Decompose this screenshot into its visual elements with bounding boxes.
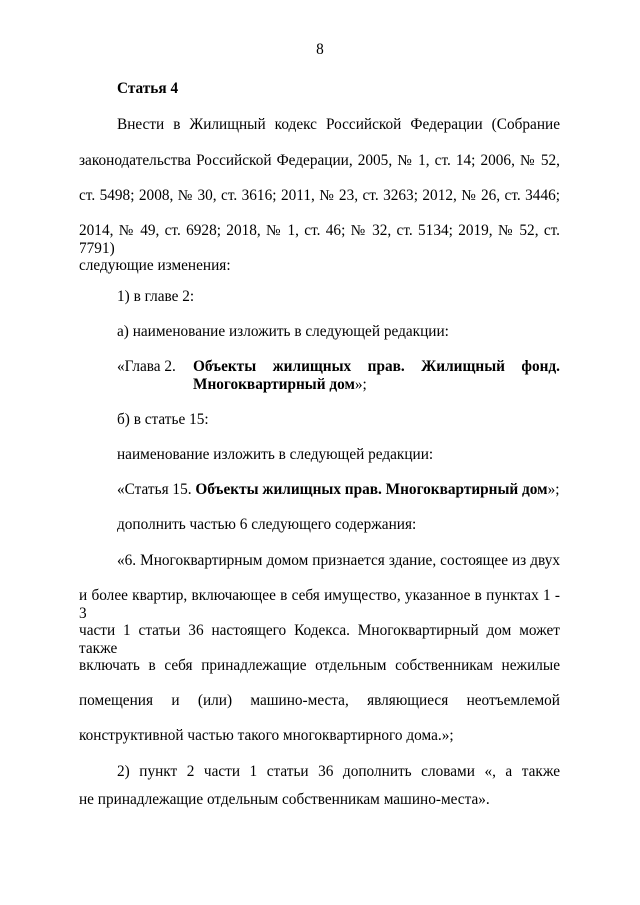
part6-line-4: включать в себя принадлежащие отдельным собственникам нежилые xyxy=(79,657,560,674)
page-number: 8 xyxy=(316,41,324,58)
intro-line-5: следующие изменения: xyxy=(79,257,231,274)
item-1a: а) наименование изложить в следующей редакции: xyxy=(117,323,449,340)
part6-line-5: помещения и (или) машино-места, являющиеся неотъемлемой xyxy=(79,692,560,709)
part6-line-3: части 1 статьи 36 настоящего Кодекса. Многоквартирный дом может также xyxy=(79,622,560,657)
item-1b-text: наименование изложить в следующей редакции: xyxy=(117,446,434,463)
chapter-closing: »; xyxy=(354,376,367,393)
intro-line-2: законодательства Российской Федерации, 2005, № 1, ст. 14; 2006, № 52, xyxy=(79,152,560,169)
chapter-title-row-1: Объекты жилищных прав. Жилищный фонд. xyxy=(193,358,560,375)
article-15-prefix: «Статья 15. xyxy=(117,481,196,498)
part6-line-6: конструктивной частью такого многоквартирного дома.»; xyxy=(79,727,454,744)
part6-line-2: и более квартир, включающее в себя имущество, указанное в пунктах 1 - 3 xyxy=(79,587,560,622)
part6-line-1: «6. Многоквартирным домом признается здание, состоящее из двух xyxy=(117,552,560,569)
intro-line-4: 2014, № 49, ст. 6928; 2018, № 1, ст. 46; № 32, ст. 5134; 2019, № 52, ст. 7791) xyxy=(79,222,560,257)
item-1b: б) в статье 15: xyxy=(117,411,209,428)
article-15-line xyxy=(117,481,559,499)
item-2-line-2: не принадлежащие отдельным собственникам машино-места». xyxy=(79,791,490,808)
supplement-line: дополнить частью 6 следующего содержания: xyxy=(117,516,417,533)
intro-line-3: ст. 5498; 2008, № 30, ст. 3616; 2011, № 23, ст. 3263; 2012, № 26, ст. 3446; xyxy=(79,187,560,204)
chapter-title-row-2-text: Многоквартирный дом xyxy=(193,376,355,393)
chapter-label: «Глава 2. xyxy=(117,358,176,375)
intro-line-1: Внести в Жилищный кодекс Российской Федерации (Собрание xyxy=(117,116,560,133)
article-heading: Статья 4 xyxy=(117,80,179,97)
article-15-closing: »; xyxy=(547,481,560,498)
item-2-line-1: 2) пункт 2 части 1 статьи 36 дополнить словами «, а также xyxy=(117,763,560,780)
item-1: 1) в главе 2: xyxy=(117,288,195,305)
chapter-title-row-2 xyxy=(193,376,560,394)
chapter-title xyxy=(193,358,560,394)
article-15-title: Объекты жилищных прав. Многоквартирный дом xyxy=(195,481,548,498)
